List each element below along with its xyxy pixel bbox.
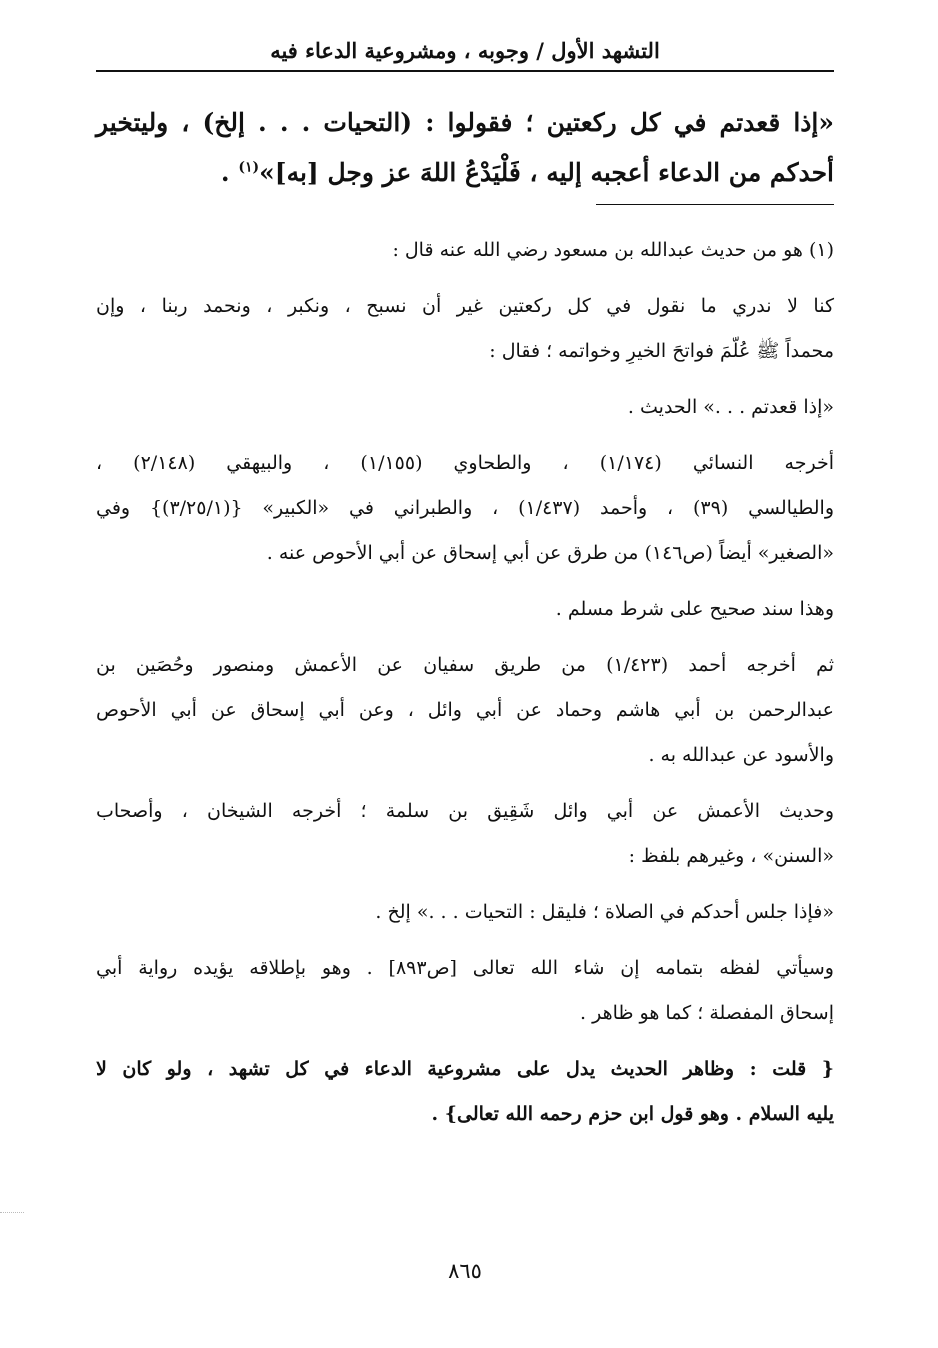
- ahmad-paragraph: [96, 643, 834, 778]
- isnad-paragraph: [96, 587, 834, 632]
- main-text: [96, 98, 834, 198]
- main-text-line-1: «إذا قعدتم في كل ركعتين ؛ فقولوا : (التحيات . . . إلخ) ، وليتخير: [96, 108, 834, 137]
- sayati-line-1: وسيأتي لفظه بتمامه إن شاء الله تعالى [ص٨٩٣] . وهو بإطلاقه يؤيده رواية أبي: [96, 957, 834, 979]
- header-rule: [96, 70, 834, 72]
- hadith-start-line: «إذا قعدتم . . .» الحديث .: [627, 396, 834, 418]
- footnote-reference: (١): [238, 159, 260, 176]
- sayati-paragraph: [96, 946, 834, 1036]
- footnotes: [96, 228, 834, 1148]
- amash-line-1: وحديث الأعمش عن أبي وائل شَقِيق بن سلمة ؛ أخرجه الشيخان ، وأصحاب: [96, 800, 834, 822]
- ahmad-line-2: عبدالرحمن بن أبي هاشم وحماد عن أبي وائل ، وعن أبي إسحاق عن أبي الأحوص: [96, 699, 834, 721]
- amash-quote: [96, 890, 834, 935]
- ahmad-line-3: والأسود عن عبدالله به .: [648, 744, 834, 766]
- amash-paragraph: [96, 789, 834, 879]
- footnote-rule: [596, 204, 834, 205]
- running-head: التشهد الأول / وجوبه ، ومشروعية الدعاء فيه: [270, 38, 660, 63]
- hadith-start: [96, 385, 834, 430]
- footnote-intro-line: (١) هو من حديث عبدالله بن مسعود رضي الله عنه قال :: [392, 239, 834, 261]
- isnad-line: وهذا سند صحيح على شرط مسلم .: [555, 598, 834, 620]
- takhrij-paragraph: [96, 441, 834, 576]
- page-number: ٨٦٥: [448, 1259, 482, 1283]
- amash-quote-line: «فإذا جلس أحدكم في الصلاة ؛ فليقل : التحيات . . .» إلخ .: [375, 901, 834, 923]
- sayati-line-2: إسحاق المفصلة ؛ كما هو ظاهر .: [580, 1002, 834, 1024]
- author-note: [96, 1047, 834, 1137]
- narration-quote-line-1: كنا لا ندري ما نقول في كل ركعتين غير أن نسبح ، ونكبر ، ونحمد ربنا ، وإن: [96, 295, 834, 317]
- main-text-line-2-end: .: [220, 158, 239, 187]
- amash-line-2: «السنن» ، وغيرهم بلفظ :: [628, 845, 834, 867]
- author-note-line-2: يليه السلام . وهو قول ابن حزم رحمه الله تعالى} .: [431, 1103, 834, 1125]
- main-text-line-2-body: أحدكم من الدعاء أعجبه إليه ، فَلْيَدْعُ اللهَ عز وجل [به]»: [259, 158, 834, 187]
- takhrij-line-3: «الصغير» أيضاً (ص١٤٦) من طرق عن أبي إسحاق عن أبي الأحوص عنه .: [266, 542, 834, 564]
- ahmad-line-1: ثم أخرجه أحمد (١/٤٢٣) من طريق سفيان عن الأعمش ومنصور وحُصَين بن: [96, 654, 834, 676]
- narration-quote: [96, 284, 834, 374]
- narration-quote-line-2: محمداً ﷺ عُلّمَ فواتحَ الخيرِ وخواتمه ؛ فقال :: [489, 340, 834, 362]
- main-text-line-2: [96, 148, 834, 198]
- author-note-line-1: { قلت : وظاهر الحديث يدل على مشروعية الدعاء في كل تشهد ، ولو كان لا: [96, 1058, 834, 1080]
- footnote-intro: [96, 228, 834, 273]
- scan-artifact: [0, 1212, 24, 1213]
- takhrij-line-1: أخرجه النسائي (١/١٧٤) ، والطحاوي (١/١٥٥) ، والبيهقي (٢/١٤٨) ،: [96, 452, 834, 474]
- takhrij-line-2: والطيالسي (٣٩) ، وأحمد (١/٤٣٧) ، والطبراني في «الكبير» {(٣/٢٥/١)} وفي: [96, 497, 835, 519]
